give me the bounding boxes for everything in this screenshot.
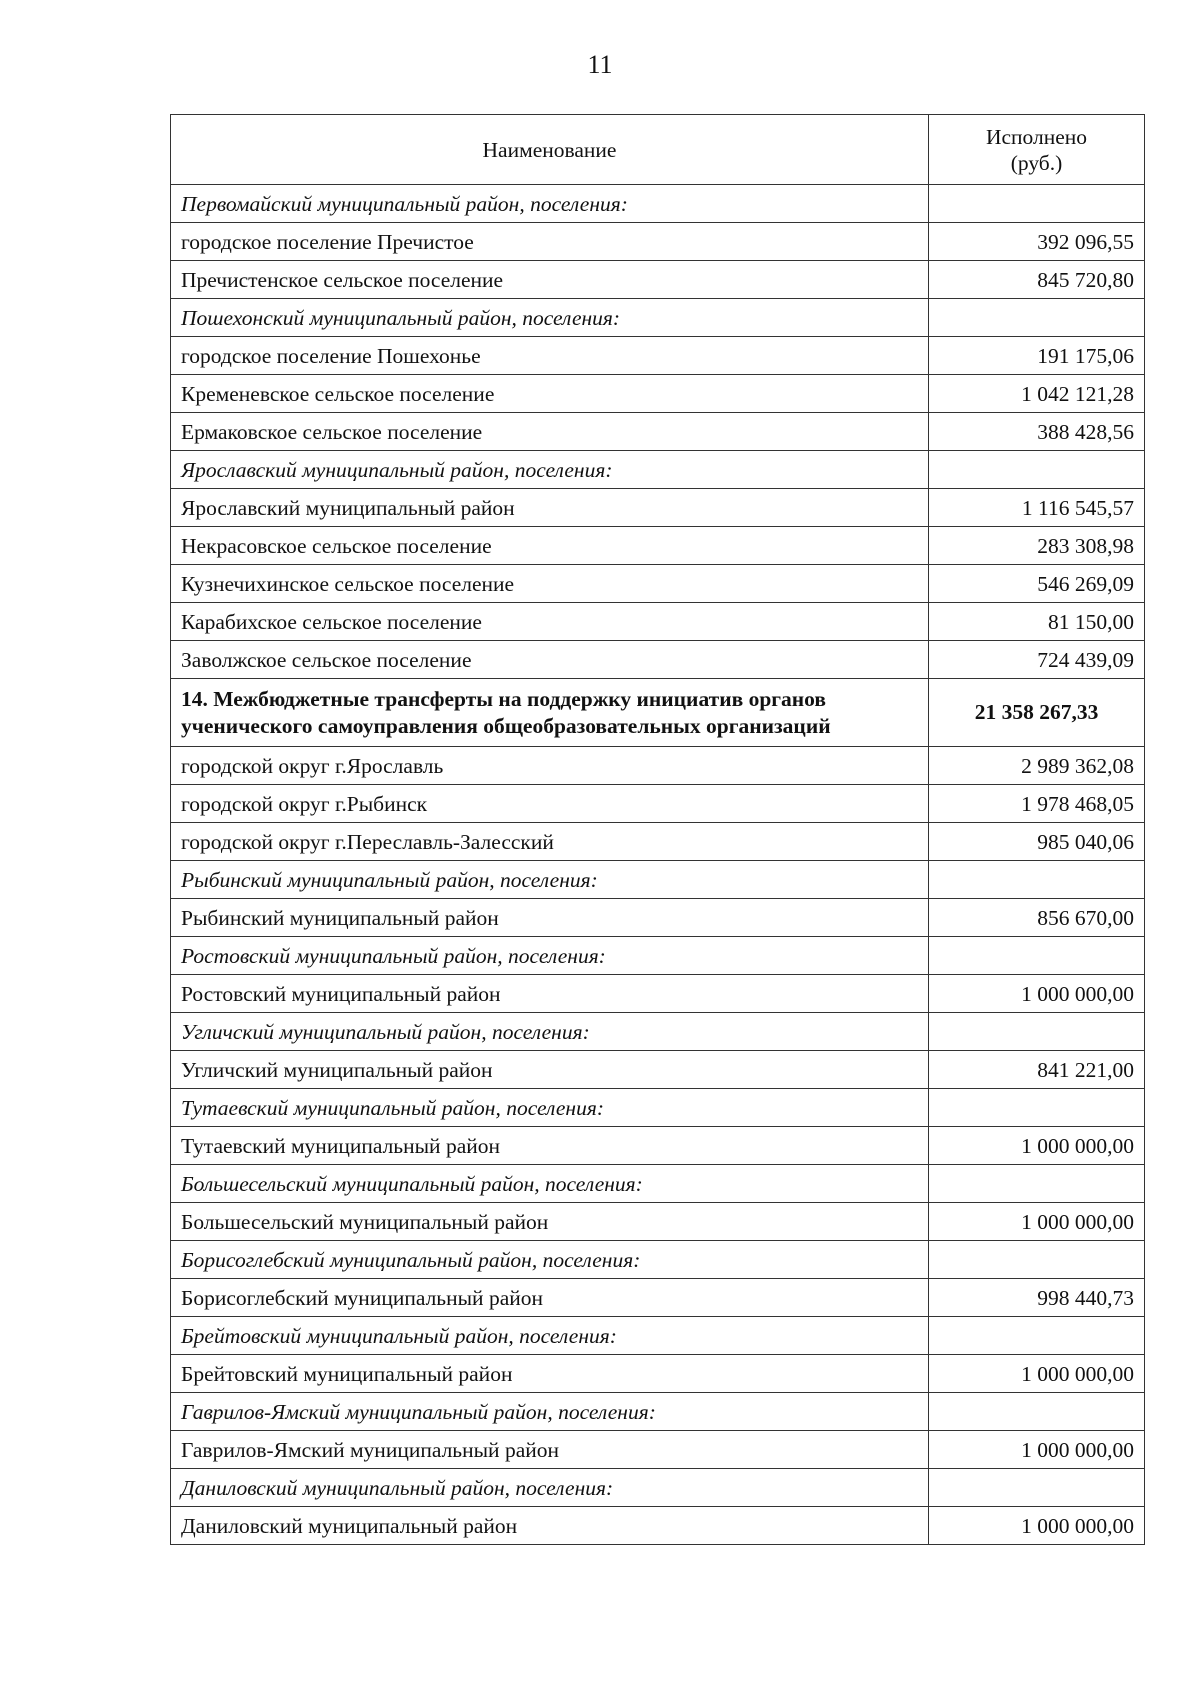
group-name-cell: Первомайский муниципальный район, поселения:: [171, 185, 929, 223]
table-row: [171, 337, 1145, 375]
group-name-cell: Большесельский муниципальный район, поселения:: [171, 1165, 929, 1203]
group-header-row: [171, 1317, 1145, 1355]
group-name-cell: Борисоглебский муниципальный район, поселения:: [171, 1241, 929, 1279]
section-row: [171, 679, 1145, 747]
amount-cell: [929, 1089, 1145, 1127]
amount-cell: [929, 1469, 1145, 1507]
amount-cell: 841 221,00: [929, 1051, 1145, 1089]
table-row: [171, 1051, 1145, 1089]
amount-cell: 1 978 468,05: [929, 785, 1145, 823]
group-name-cell: Даниловский муниципальный район, поселения:: [171, 1469, 929, 1507]
table-row: [171, 823, 1145, 861]
table-row: [171, 785, 1145, 823]
amount-cell: 1 000 000,00: [929, 975, 1145, 1013]
amount-cell: 392 096,55: [929, 223, 1145, 261]
amount-cell: [929, 1241, 1145, 1279]
amount-cell: 1 116 545,57: [929, 489, 1145, 527]
table-row: [171, 975, 1145, 1013]
name-cell: Рыбинский муниципальный район: [171, 899, 929, 937]
group-header-row: [171, 1393, 1145, 1431]
name-cell: Борисоглебский муниципальный район: [171, 1279, 929, 1317]
amount-cell: 81 150,00: [929, 603, 1145, 641]
header-value-line1: Исполнено: [985, 124, 1088, 149]
group-name-cell: Ростовский муниципальный район, поселения:: [171, 937, 929, 975]
name-cell: городской округ г.Ярославль: [171, 747, 929, 785]
amount-cell: 191 175,06: [929, 337, 1145, 375]
amount-cell: 1 042 121,28: [929, 375, 1145, 413]
table-row: [171, 223, 1145, 261]
name-cell: Брейтовский муниципальный район: [171, 1355, 929, 1393]
table-row: [171, 899, 1145, 937]
name-cell: городской округ г.Рыбинск: [171, 785, 929, 823]
budget-table: [170, 114, 1145, 1545]
table-row: [171, 565, 1145, 603]
group-header-row: [171, 937, 1145, 975]
group-header-row: [171, 1013, 1145, 1051]
amount-cell: 1 000 000,00: [929, 1127, 1145, 1165]
name-cell: городской округ г.Переславль-Залесский: [171, 823, 929, 861]
name-cell: Даниловский муниципальный район: [171, 1507, 929, 1545]
amount-cell: 2 989 362,08: [929, 747, 1145, 785]
amount-cell: 856 670,00: [929, 899, 1145, 937]
table-row: [171, 603, 1145, 641]
group-header-row: [171, 185, 1145, 223]
amount-cell: 985 040,06: [929, 823, 1145, 861]
name-cell: Заволжское сельское поселение: [171, 641, 929, 679]
amount-cell: [929, 1165, 1145, 1203]
amount-cell: [929, 861, 1145, 899]
amount-cell: 388 428,56: [929, 413, 1145, 451]
name-cell: Кременевское сельское поселение: [171, 375, 929, 413]
name-cell: Пречистенское сельское поселение: [171, 261, 929, 299]
name-cell: Тутаевский муниципальный район: [171, 1127, 929, 1165]
group-header-row: [171, 1241, 1145, 1279]
name-cell: Кузнечихинское сельское поселение: [171, 565, 929, 603]
amount-cell: 1 000 000,00: [929, 1203, 1145, 1241]
name-cell: Карабихское сельское поселение: [171, 603, 929, 641]
table-row: [171, 1431, 1145, 1469]
name-cell: городское поселение Пречистое: [171, 223, 929, 261]
name-cell: Угличский муниципальный район: [171, 1051, 929, 1089]
table-row: [171, 413, 1145, 451]
header-value-line2: (руб.): [1010, 150, 1063, 175]
table-row: [171, 1355, 1145, 1393]
table-row: [171, 1127, 1145, 1165]
name-cell: Ермаковское сельское поселение: [171, 413, 929, 451]
section-total-cell: 21 358 267,33: [929, 679, 1145, 747]
table-row: [171, 375, 1145, 413]
group-name-cell: Тутаевский муниципальный район, поселения:: [171, 1089, 929, 1127]
name-cell: Ростовский муниципальный район: [171, 975, 929, 1013]
amount-cell: 546 269,09: [929, 565, 1145, 603]
group-name-cell: Рыбинский муниципальный район, поселения:: [171, 861, 929, 899]
amount-cell: [929, 937, 1145, 975]
table-row: [171, 527, 1145, 565]
table-body: [171, 185, 1145, 1545]
amount-cell: 845 720,80: [929, 261, 1145, 299]
page-number: 11: [587, 50, 613, 79]
group-name-cell: Пошехонский муниципальный район, поселения:: [171, 299, 929, 337]
amount-cell: [929, 1317, 1145, 1355]
amount-cell: 1 000 000,00: [929, 1355, 1145, 1393]
group-header-row: [171, 451, 1145, 489]
section-name-cell: 14. Межбюджетные трансферты на поддержку инициатив органов ученического самоуправления общеобразовательных организаций: [171, 679, 929, 747]
header-name: Наименование: [171, 115, 929, 185]
table-row: [171, 641, 1145, 679]
name-cell: Гаврилов-Ямский муниципальный район: [171, 1431, 929, 1469]
name-cell: Некрасовское сельское поселение: [171, 527, 929, 565]
name-cell: городское поселение Пошехонье: [171, 337, 929, 375]
table-header: [171, 115, 1145, 185]
table-row: [171, 261, 1145, 299]
header-value: [929, 115, 1145, 185]
header-row: [171, 115, 1145, 185]
table-row: [171, 747, 1145, 785]
group-name-cell: Ярославский муниципальный район, поселения:: [171, 451, 929, 489]
amount-cell: [929, 299, 1145, 337]
amount-cell: 998 440,73: [929, 1279, 1145, 1317]
table-row: [171, 1279, 1145, 1317]
group-header-row: [171, 299, 1145, 337]
group-name-cell: Гаврилов-Ямский муниципальный район, поселения:: [171, 1393, 929, 1431]
amount-cell: [929, 451, 1145, 489]
group-name-cell: Угличский муниципальный район, поселения:: [171, 1013, 929, 1051]
group-header-row: [171, 1089, 1145, 1127]
table-row: [171, 489, 1145, 527]
amount-cell: 724 439,09: [929, 641, 1145, 679]
amount-cell: [929, 185, 1145, 223]
group-header-row: [171, 1469, 1145, 1507]
amount-cell: 283 308,98: [929, 527, 1145, 565]
table-row: [171, 1203, 1145, 1241]
amount-cell: [929, 1393, 1145, 1431]
amount-cell: 1 000 000,00: [929, 1431, 1145, 1469]
group-header-row: [171, 861, 1145, 899]
group-name-cell: Брейтовский муниципальный район, поселения:: [171, 1317, 929, 1355]
amount-cell: [929, 1013, 1145, 1051]
table-row: [171, 1507, 1145, 1545]
name-cell: Большесельский муниципальный район: [171, 1203, 929, 1241]
group-header-row: [171, 1165, 1145, 1203]
name-cell: Ярославский муниципальный район: [171, 489, 929, 527]
amount-cell: 1 000 000,00: [929, 1507, 1145, 1545]
